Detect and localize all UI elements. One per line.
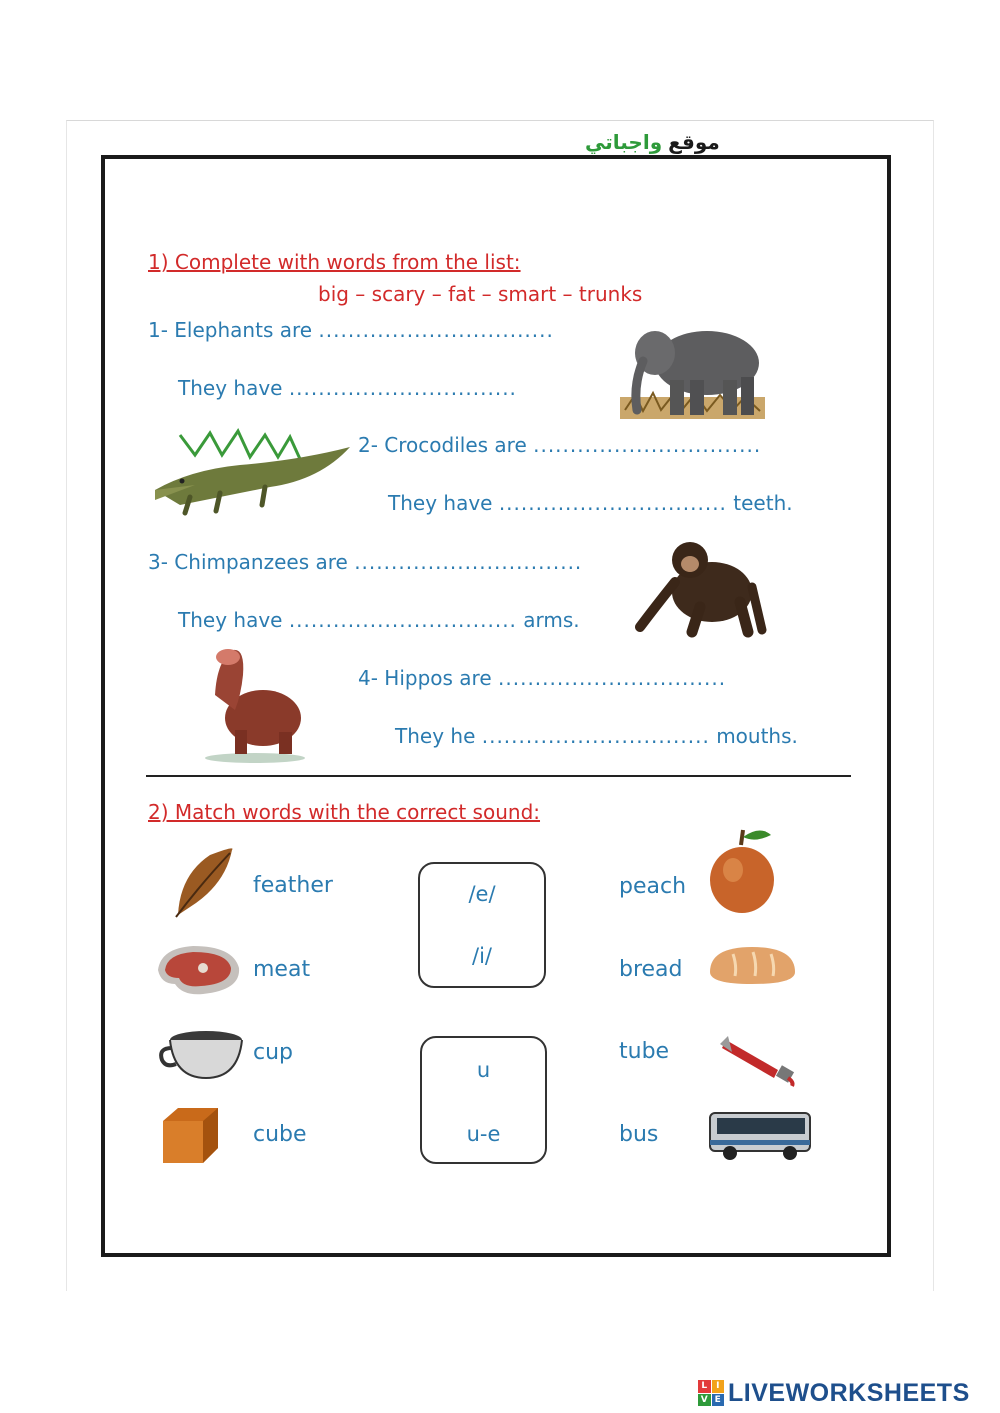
watermark-word-2: واجباتي xyxy=(585,130,663,154)
word-list: big – scary – fat – smart – trunks xyxy=(318,282,643,306)
chimpanzee-image xyxy=(630,532,770,642)
word-cube[interactable]: cube xyxy=(253,1122,307,1147)
logo-letter: L xyxy=(698,1380,711,1393)
logo-letter: I xyxy=(712,1380,725,1393)
sentence-end: teeth. xyxy=(733,491,793,515)
brand-name: LIVEWORKSHEETS xyxy=(728,1378,970,1407)
bus-image xyxy=(705,1108,815,1163)
sentence-text: They have xyxy=(178,608,283,632)
section1-heading: 1) Complete with words from the list: xyxy=(148,250,521,274)
cup-image xyxy=(158,1028,246,1083)
sound-box-u[interactable] xyxy=(420,1036,547,1164)
elephant-image xyxy=(615,315,770,425)
sentence-end: mouths. xyxy=(716,724,798,748)
sound-u[interactable]: u xyxy=(476,1058,491,1082)
answer-blank[interactable]: ............................... xyxy=(481,724,710,748)
sentence-end: arms. xyxy=(523,608,580,632)
answer-blank[interactable]: ............................... xyxy=(498,491,727,515)
answer-blank[interactable]: ................................ xyxy=(318,318,554,342)
sentence-text: 4- Hippos are xyxy=(358,666,492,690)
sentence-1b xyxy=(178,376,517,400)
sentence-2a xyxy=(358,433,761,457)
word-peach[interactable]: peach xyxy=(619,874,687,899)
sound-e[interactable]: /e/ xyxy=(468,882,496,906)
sentence-text: 1- Elephants are xyxy=(148,318,313,342)
sentence-text: 3- Chimpanzees are xyxy=(148,550,348,574)
tube-image xyxy=(718,1030,803,1088)
sound-u-e[interactable]: u-e xyxy=(466,1122,501,1146)
sentence-3b xyxy=(178,608,580,632)
sentence-4b xyxy=(395,724,798,748)
sound-i[interactable]: /i/ xyxy=(472,944,492,968)
answer-blank[interactable]: ............................... xyxy=(288,376,517,400)
sound-box-e-i[interactable] xyxy=(418,862,546,988)
logo-letter: V xyxy=(698,1394,711,1407)
answer-blank[interactable]: ............................... xyxy=(498,666,727,690)
sentence-text: They he xyxy=(395,724,476,748)
word-cup[interactable]: cup xyxy=(253,1040,294,1065)
sentence-2b xyxy=(388,491,793,515)
sentence-text: They have xyxy=(178,376,283,400)
sentence-3a xyxy=(148,550,582,574)
sentence-text: 2- Crocodiles are xyxy=(358,433,527,457)
logo-letter: E xyxy=(712,1394,725,1407)
peach-image xyxy=(705,825,780,917)
word-feather[interactable]: feather xyxy=(253,873,333,898)
answer-blank[interactable]: ............................... xyxy=(288,608,517,632)
word-bus[interactable]: bus xyxy=(619,1122,659,1147)
sentence-1a xyxy=(148,318,554,342)
feather-image xyxy=(170,845,240,920)
section2-heading: 2) Match words with the correct sound: xyxy=(148,800,541,824)
watermark-word-1: موقع xyxy=(668,130,720,154)
crocodile-image xyxy=(150,425,355,520)
bread-image xyxy=(705,942,800,987)
sentence-text: They have xyxy=(388,491,493,515)
word-tube[interactable]: tube xyxy=(619,1039,670,1064)
answer-blank[interactable]: ............................... xyxy=(354,550,583,574)
site-watermark xyxy=(585,128,850,156)
sentence-4a xyxy=(358,666,726,690)
hippo-image xyxy=(195,640,310,765)
cube-image xyxy=(158,1103,223,1168)
answer-blank[interactable]: ............................... xyxy=(533,433,762,457)
liveworksheets-brand xyxy=(698,1378,970,1408)
word-bread[interactable]: bread xyxy=(619,957,683,982)
section-divider xyxy=(146,775,851,777)
word-meat[interactable]: meat xyxy=(253,957,311,982)
meat-image xyxy=(153,940,243,1000)
liveworksheets-logo-icon xyxy=(698,1380,724,1406)
